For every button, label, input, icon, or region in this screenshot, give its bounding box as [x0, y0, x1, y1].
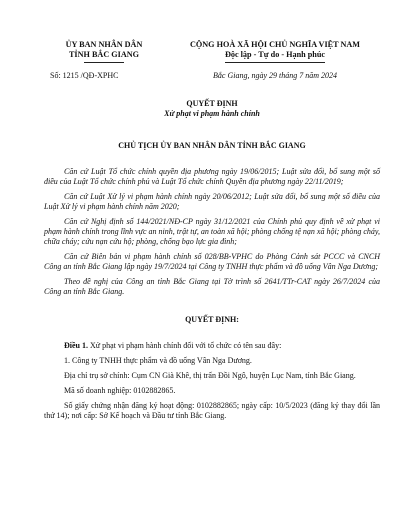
legal-basis: Căn cứ Biên bản vi phạm hành chính số 028/BB-VPHC do Phòng Cảnh sát PCCC và CNCH Công an tỉnh Bắc Giang lập ngày 19/7/2024 tại Công ty TNHH thực phẩm và đồ uống Vân Nga Dương;	[44, 252, 380, 271]
article-1-text: Xử phạt vi phạm hành chính đối với tổ chức có tên sau đây:	[88, 341, 282, 350]
registration-certificate: Số giấy chứng nhận đăng ký hoạt động: 0102882865; ngày cấp: 10/5/2023 (đăng ký thay đổi lần thứ 14); nơi cấp: Sở Kế hoạch và Đầu tư tỉnh Bắc Giang.	[44, 401, 380, 420]
company-address: Địa chỉ trụ sở chính: Cụm CN Già Khê, thị trấn Đồi Ngô, huyện Lục Nam, tỉnh Bắc Giang.	[64, 371, 356, 380]
legal-basis: Theo đề nghị của Công an tỉnh Bắc Giang tại Tờ trình số 2641/TTr-CAT ngày 26/7/2024 của Công an tỉnh Bắc Giang.	[44, 277, 380, 296]
business-code: Mã số doanh nghiệp: 0102882865.	[64, 386, 176, 395]
document-number: Số: 1215 /QĐ-XPHC	[50, 71, 119, 80]
place-date: Bắc Giang, ngày 29 tháng 7 năm 2024	[213, 71, 337, 80]
article-1-label: Điều 1.	[64, 341, 88, 350]
national-title	[170, 40, 380, 63]
document-header	[44, 40, 380, 63]
country-name: CỘNG HOÀ XÃ HỘI CHỦ NGHĨA VIỆT NAM	[189, 40, 361, 49]
company-name: 1. Công ty TNHH thực phẩm và đồ uống Vân Nga Dương.	[64, 356, 252, 365]
legal-basis: Căn cứ Luật Xử lý vi phạm hành chính ngày 20/06/2012; Luật sửa đổi, bổ sung một số điều của Luật Xử lý vi phạm hành chính năm 2020;	[44, 192, 380, 211]
motto-underline	[225, 62, 325, 63]
issuing-agency	[44, 40, 164, 63]
legal-basis: Căn cứ Nghị định số 144/2021/NĐ-CP ngày 31/12/2021 của Chính phủ quy định về xử phạt vi phạm hành chính trong lĩnh vực an ninh, trật tự, an toàn xã hội; phòng chống tệ nạn xã hội; phòng cháy, chữa cháy; cứu nạn cứu hộ; phòng, chống bạo lực gia đình;	[44, 217, 380, 246]
decision-heading: QUYẾT ĐỊNH:	[185, 315, 239, 324]
legal-bases	[44, 167, 380, 297]
agency-underline	[84, 62, 124, 63]
decision-subtitle: Xử phạt vi phạm hành chính	[164, 109, 260, 118]
decision-title: QUYẾT ĐỊNH	[186, 99, 238, 108]
agency-line-1: ỦY BAN NHÂN DÂN	[65, 40, 143, 49]
national-motto: Độc lập - Tự do - Hạnh phúc	[224, 50, 326, 59]
number-date-row	[44, 71, 380, 81]
agency-line-2: TỈNH BẮC GIANG	[68, 50, 140, 59]
legal-basis: Căn cứ Luật Tổ chức chính quyền địa phương ngày 19/06/2015; Luật sửa đổi, bổ sung một số điều của Luật Tổ chức chính phủ và Luật Tổ chức chính Quyền địa phương ngày 22/11/2019;	[44, 167, 380, 186]
authority-title: CHỦ TỊCH ỦY BAN NHÂN DÂN TỈNH BẮC GIANG	[118, 141, 306, 150]
article-1	[44, 341, 380, 351]
